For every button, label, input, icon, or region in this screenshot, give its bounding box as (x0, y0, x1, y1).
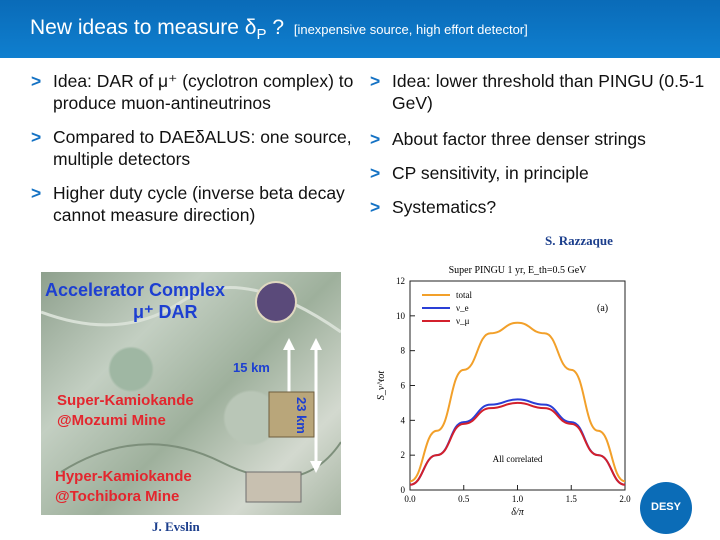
chart-annotation: All correlated (492, 454, 543, 465)
title-question: ? (266, 16, 284, 39)
credit-razzaque: S. Razzaque (545, 233, 613, 248)
bullet-arrow-icon: > (370, 197, 381, 217)
title-subscript: P (256, 26, 267, 44)
bullet-item (370, 196, 710, 218)
x-tick-label: 0.5 (458, 494, 470, 504)
legend-label-2: ν_μ (456, 316, 470, 326)
bullet-item (370, 128, 710, 150)
y-tick-label: 8 (400, 345, 405, 356)
label-distance-15: 15 km (233, 360, 270, 375)
slide-title (30, 16, 528, 43)
bullet-item (370, 70, 710, 114)
bullet-arrow-icon: > (370, 163, 381, 183)
header-bar (0, 0, 720, 58)
x-axis-label: δ/π (511, 507, 524, 517)
japan-map-figure (41, 272, 341, 515)
y-tick-label: 0 (400, 485, 405, 495)
bullet-item (31, 70, 361, 114)
bullet-item (370, 162, 710, 184)
bullet-item (31, 126, 361, 170)
panel-label: (a) (597, 303, 609, 314)
title-main: New ideas to measure δ (30, 16, 257, 39)
y-tick-label: 4 (400, 415, 405, 426)
left-bullet-list (31, 70, 361, 238)
bullet-arrow-icon: > (31, 127, 42, 147)
y-tick-label: 2 (400, 450, 405, 461)
bullet-arrow-icon: > (370, 129, 381, 149)
bullet-arrow-icon: > (370, 71, 381, 91)
bullet-arrow-icon: > (31, 71, 42, 91)
x-tick-label: 2.0 (619, 494, 631, 504)
bullet-item (31, 182, 361, 226)
chart-title: Super PINGU 1 yr, E_th=0.5 GeV (448, 265, 587, 276)
series-line-1 (410, 399, 625, 484)
cp-sensitivity-chart (370, 255, 640, 517)
right-bullet-list (370, 70, 710, 230)
y-axis-label: S_ν^tot (376, 370, 387, 401)
label-super-k-1: Super-Kamiokande (57, 392, 194, 409)
bullet-text: Compared to DAEδALUS: one source, multiple detectors (53, 127, 352, 169)
bullet-text: Idea: DAR of μ⁺ (cyclotron complex) to produce muon-antineutrinos (53, 71, 354, 113)
credit-evslin: J. Evslin (152, 519, 200, 534)
bullet-text: Idea: lower threshold than PINGU (0.5-1 GeV) (392, 71, 705, 113)
logo-text: DESY (651, 501, 681, 513)
chart-svg (370, 255, 640, 517)
label-hyper-k-2: @Tochibora Mine (55, 488, 180, 505)
label-hyper-k-1: Hyper-Kamiokande (55, 468, 192, 485)
bullet-text: CP sensitivity, in principle (392, 163, 589, 183)
y-tick-label: 12 (396, 276, 405, 286)
title-tag: [inexpensive source, high effort detector] (293, 22, 528, 37)
label-accelerator: Accelerator Complex (45, 280, 226, 300)
x-tick-label: 1.5 (565, 494, 577, 504)
bullet-text: Systematics? (392, 197, 497, 217)
x-tick-label: 0.0 (404, 494, 416, 504)
label-dar: μ⁺ DAR (133, 302, 198, 322)
y-tick-label: 10 (396, 310, 405, 321)
bullet-text: Higher duty cycle (inverse beta decay cannot measure direction) (53, 183, 345, 225)
desy-logo (640, 482, 692, 534)
legend-label-0: total (456, 290, 472, 300)
y-tick-label: 6 (400, 380, 405, 391)
x-tick-label: 1.0 (511, 494, 524, 504)
label-super-k-2: @Mozumi Mine (57, 412, 166, 429)
legend-label-1: ν_e (456, 303, 469, 313)
bullet-text: About factor three denser strings (392, 129, 646, 149)
series-line-2 (410, 403, 625, 485)
label-distance-23: 23 km (294, 397, 309, 434)
bullet-arrow-icon: > (31, 183, 42, 203)
